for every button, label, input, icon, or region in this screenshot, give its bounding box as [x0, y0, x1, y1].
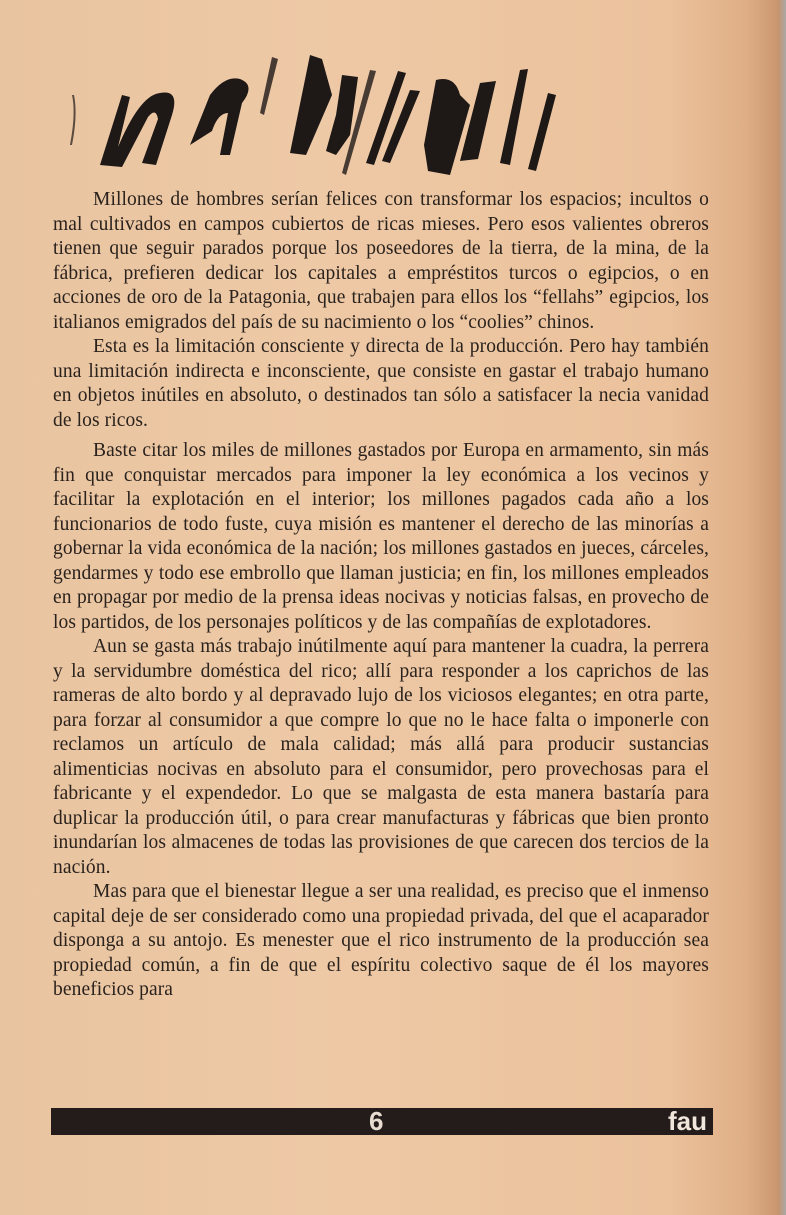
page-edge — [778, 0, 786, 1215]
paragraph-3: Baste citar los miles de millones gastados por Europa en armamento, sin más fin que conquistar mercados para imponer la ley económica a los vecinos y facilitar la explotación en el interior; los millones pagados cada año a los funcionarios de todo fuste, cuya misión es mantener el derecho de las minorías a gobernar la vida económica de la nación; los millones gastados en jueces, cárceles, gendarmes y todo ese embrollo que llaman justicia; en fin, los millones empleados en propagar por medio de la prensa ideas nocivas y noticias falsas, en provecho de los partidos, de los personajes políticos y de las compañías de explotadores. — [53, 440, 709, 633]
footer-bar — [51, 1108, 713, 1135]
paragraph-4: Aun se gasta más trabajo inútilmente aquí para mantener la cuadra, la perrera y la servidumbre doméstica del rico; allí para responder a los caprichos de las rameras de alto bordo y al depravado lujo de los viciosos elegantes; en otra parte, para forzar al consumidor a que compre lo que no le hace falta o imponerle con reclamos un artículo de mala calidad; más allá para producir sustancias alimenticias nocivas en absoluto para el consumidor, pero provechosas para el fabricante y el expendedor. Lo que se malgasta de esta manera bastaría para duplicar la producción útil, o para crear manufacturas y fábricas que bien pronto inundarían los almacenes de todas las provisiones de que carecen dos tercios de la nación. — [53, 636, 709, 878]
page-number: 6 — [369, 1106, 384, 1136]
paragraph-5: Mas para que el bienestar llegue a ser una realidad, es preciso que el inmenso capital deje de ser considerado como una propiedad privada, del que el acaparador disponga a su antojo. Es menester que el rico instrumento de la producción sea propiedad común, a fin de que el espíritu colectivo saque de él los mayores beneficios para — [53, 881, 709, 1000]
paragraph-2: Esta es la limitación consciente y directa de la producción. Pero hay también una limitación indirecta e inconsciente, que consiste en gastar el trabajo humano en objetos inútiles en absoluto, o destinados tan sólo a satisfacer la necia vanidad de los ricos. — [53, 336, 709, 431]
publisher-logo: fau — [668, 1106, 707, 1136]
brush-calligraphy-illustration — [60, 35, 710, 175]
paragraph-1: Millones de hombres serían felices con transformar los espacios; incultos o mal cultivados en campos cubiertos de ricas mieses. Pero esos valientes obreros tienen que seguir parados porque los poseedores de la tierra, de la mina, de la fábrica, prefieren dedicar los capitales a empréstitos turcos o egipcios, o en acciones de oro de la Patagonia, que trabajen para ellos los “fellahs” egipcios, los italianos emigrados del país de su nacimiento o los “coolies” chinos. — [53, 189, 709, 333]
article-body — [53, 188, 709, 1003]
